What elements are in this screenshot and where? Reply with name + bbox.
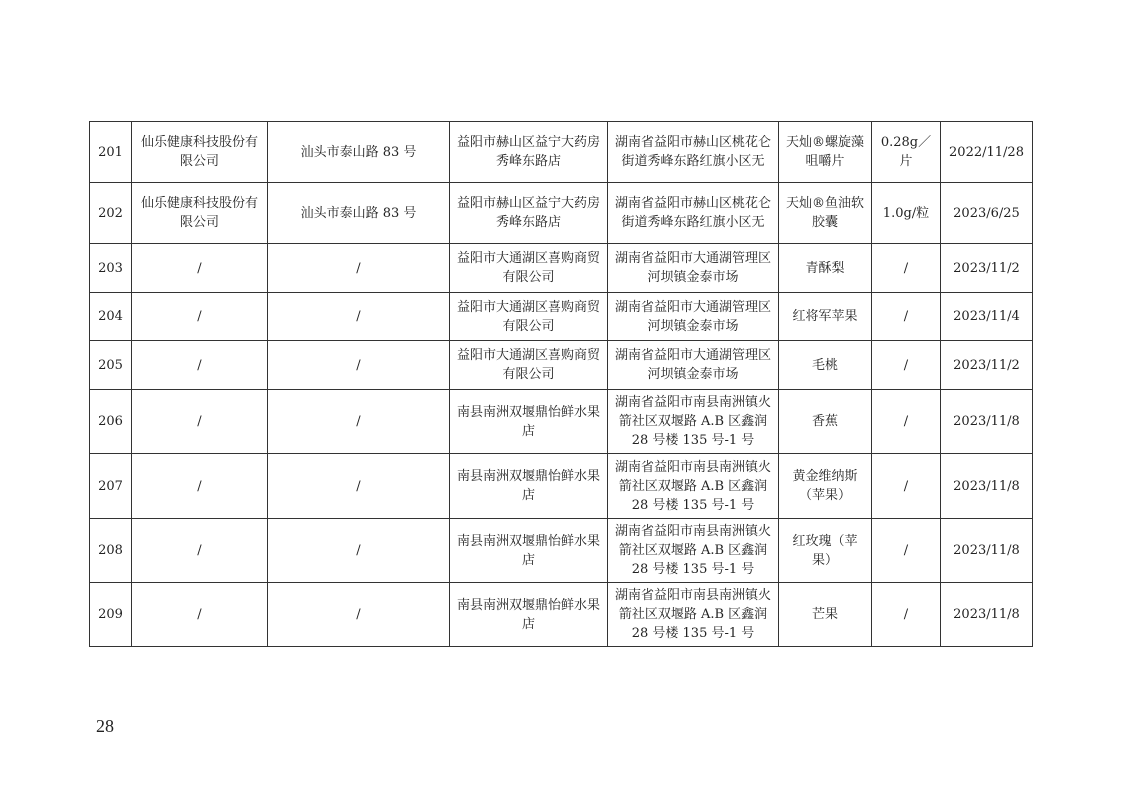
row-number: 209 (90, 583, 132, 647)
production-date: 2023/11/8 (941, 390, 1033, 454)
manufacturer-name: / (132, 519, 268, 583)
production-date: 2023/11/2 (941, 341, 1033, 390)
sampled-store-address: 湖南省益阳市赫山区桃花仑街道秀峰东路红旗小区无 (608, 122, 779, 183)
product-spec: / (872, 244, 941, 293)
row-number: 203 (90, 244, 132, 293)
row-number: 201 (90, 122, 132, 183)
product-name: 天灿®鱼油软胶囊 (779, 183, 872, 244)
product-name: 青酥梨 (779, 244, 872, 293)
sampled-store-address: 湖南省益阳市南县南洲镇火箭社区双堰路 A.B 区鑫润 28 号楼 135 号-1 号 (608, 519, 779, 583)
row-number: 202 (90, 183, 132, 244)
production-date: 2023/11/8 (941, 583, 1033, 647)
product-name: 毛桃 (779, 341, 872, 390)
manufacturer-address: / (268, 390, 450, 454)
production-date: 2023/11/8 (941, 519, 1033, 583)
sampled-store-address: 湖南省益阳市南县南洲镇火箭社区双堰路 A.B 区鑫润 28 号楼 135 号-1 号 (608, 583, 779, 647)
product-name: 红玫瑰（苹果） (779, 519, 872, 583)
sampled-store-address: 湖南省益阳市南县南洲镇火箭社区双堰路 A.B 区鑫润 28 号楼 135 号-1 号 (608, 454, 779, 519)
table-row (90, 244, 1033, 293)
manufacturer-address: / (268, 341, 450, 390)
table-row (90, 583, 1033, 647)
product-spec: / (872, 583, 941, 647)
table-body (90, 122, 1033, 647)
table-row (90, 183, 1033, 244)
sampled-store-address: 湖南省益阳市大通湖管理区河坝镇金泰市场 (608, 293, 779, 341)
sampled-store: 南县南洲双堰鼎怡鲜水果店 (450, 454, 608, 519)
table-row (90, 519, 1033, 583)
manufacturer-name: 仙乐健康科技股份有限公司 (132, 122, 268, 183)
table-row (90, 454, 1033, 519)
manufacturer-address: / (268, 244, 450, 293)
table-row (90, 341, 1033, 390)
row-number: 204 (90, 293, 132, 341)
sampled-store: 南县南洲双堰鼎怡鲜水果店 (450, 583, 608, 647)
sampled-store: 南县南洲双堰鼎怡鲜水果店 (450, 519, 608, 583)
product-spec: / (872, 519, 941, 583)
product-name: 红将军苹果 (779, 293, 872, 341)
table-row (90, 122, 1033, 183)
sampled-store: 益阳市大通湖区喜购商贸有限公司 (450, 341, 608, 390)
manufacturer-address: / (268, 293, 450, 341)
product-name: 天灿®螺旋藻咀嚼片 (779, 122, 872, 183)
row-number: 205 (90, 341, 132, 390)
sampled-store: 南县南洲双堰鼎怡鲜水果店 (450, 390, 608, 454)
production-date: 2023/11/8 (941, 454, 1033, 519)
production-date: 2022/11/28 (941, 122, 1033, 183)
table-row (90, 390, 1033, 454)
production-date: 2023/11/4 (941, 293, 1033, 341)
manufacturer-name: / (132, 583, 268, 647)
production-date: 2023/11/2 (941, 244, 1033, 293)
product-name: 香蕉 (779, 390, 872, 454)
manufacturer-name: / (132, 293, 268, 341)
sampled-store-address: 湖南省益阳市赫山区桃花仑街道秀峰东路红旗小区无 (608, 183, 779, 244)
production-date: 2023/6/25 (941, 183, 1033, 244)
manufacturer-address: / (268, 454, 450, 519)
manufacturer-name: 仙乐健康科技股份有限公司 (132, 183, 268, 244)
sampling-results-table (89, 121, 1033, 647)
sampled-store: 益阳市大通湖区喜购商贸有限公司 (450, 244, 608, 293)
product-spec: 0.28g／片 (872, 122, 941, 183)
manufacturer-address: 汕头市泰山路 83 号 (268, 122, 450, 183)
manufacturer-address: / (268, 519, 450, 583)
sampled-store: 益阳市大通湖区喜购商贸有限公司 (450, 293, 608, 341)
manufacturer-name: / (132, 244, 268, 293)
manufacturer-name: / (132, 454, 268, 519)
product-spec: / (872, 454, 941, 519)
sampled-store-address: 湖南省益阳市大通湖管理区河坝镇金泰市场 (608, 341, 779, 390)
manufacturer-address: 汕头市泰山路 83 号 (268, 183, 450, 244)
product-name: 芒果 (779, 583, 872, 647)
row-number: 207 (90, 454, 132, 519)
product-spec: / (872, 293, 941, 341)
row-number: 206 (90, 390, 132, 454)
sampled-store: 益阳市赫山区益宁大药房秀峰东路店 (450, 183, 608, 244)
product-spec: / (872, 390, 941, 454)
manufacturer-name: / (132, 341, 268, 390)
sampled-store-address: 湖南省益阳市大通湖管理区河坝镇金泰市场 (608, 244, 779, 293)
page-number: 28 (96, 716, 114, 736)
table-row (90, 293, 1033, 341)
product-spec: 1.0g/粒 (872, 183, 941, 244)
sampled-store-address: 湖南省益阳市南县南洲镇火箭社区双堰路 A.B 区鑫润 28 号楼 135 号-1 号 (608, 390, 779, 454)
manufacturer-address: / (268, 583, 450, 647)
sampled-store: 益阳市赫山区益宁大药房秀峰东路店 (450, 122, 608, 183)
product-spec: / (872, 341, 941, 390)
manufacturer-name: / (132, 390, 268, 454)
row-number: 208 (90, 519, 132, 583)
product-name: 黄金维纳斯（苹果） (779, 454, 872, 519)
